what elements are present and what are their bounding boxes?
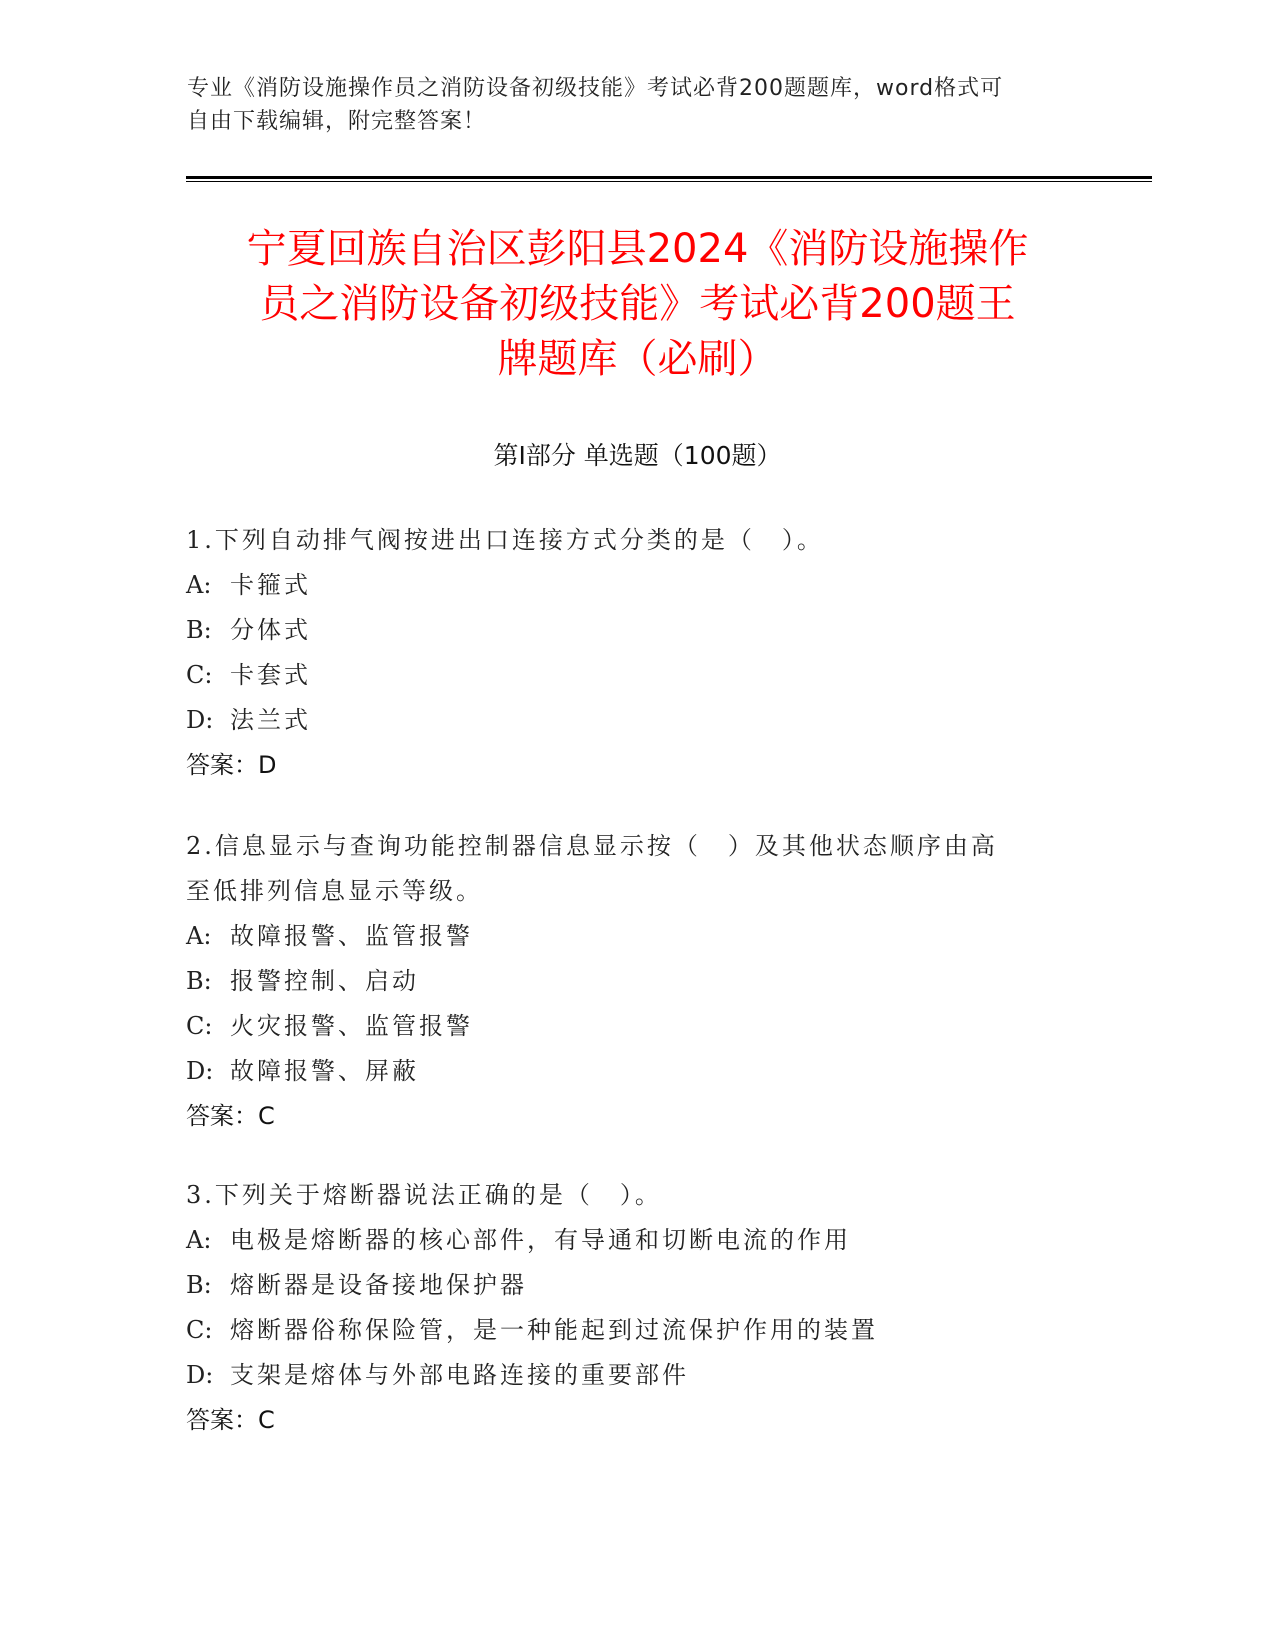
option-c — [186, 1004, 1066, 1049]
option-b — [186, 608, 1066, 653]
option-text: 卡套式 — [230, 661, 311, 689]
answer: 答案：C — [186, 1102, 275, 1130]
question-stem: 3.下列关于熔断器说法正确的是（ ）。 — [186, 1181, 662, 1209]
option-b — [186, 1263, 1066, 1308]
document-title — [190, 222, 1085, 387]
option-d — [186, 1353, 1066, 1398]
option-d — [186, 698, 1066, 743]
option-text: 报警控制、启动 — [230, 967, 419, 995]
option-c — [186, 653, 1066, 698]
option-text: 故障报警、屏蔽 — [230, 1057, 419, 1085]
option-a — [186, 914, 1066, 959]
option-b — [186, 959, 1066, 1004]
option-key: A: — [186, 571, 212, 599]
document-title-line3: 牌题库（必刷） — [497, 336, 778, 382]
option-c — [186, 1308, 1066, 1353]
header-note-line2: 自由下载编辑，附完整答案！ — [187, 109, 487, 134]
option-text: 卡箍式 — [230, 571, 311, 599]
option-key: A: — [186, 1226, 212, 1254]
option-key: D: — [186, 1057, 214, 1085]
header-note-line1: 专业《消防设施操作员之消防设备初级技能》考试必背200题题库，word格式可 — [187, 76, 1004, 101]
question-stem-continued: 至低排列信息显示等级。 — [186, 877, 483, 905]
option-text: 法兰式 — [230, 706, 311, 734]
option-key: B: — [186, 616, 212, 644]
option-text: 分体式 — [230, 616, 311, 644]
option-key: A: — [186, 922, 212, 950]
option-key: B: — [186, 1271, 212, 1299]
option-a — [186, 563, 1066, 608]
option-text: 熔断器俗称保险管，是一种能起到过流保护作用的装置 — [230, 1316, 878, 1344]
question-stem: 2.信息显示与查询功能控制器信息显示按（ ）及其他状态顺序由高 — [186, 832, 998, 860]
option-text: 电极是熔断器的核心部件，有导通和切断电流的作用 — [230, 1226, 851, 1254]
question-1 — [186, 518, 1066, 788]
option-key: B: — [186, 967, 212, 995]
header-note — [187, 72, 1087, 138]
question-3 — [186, 1173, 1066, 1443]
option-text: 故障报警、监管报警 — [230, 922, 473, 950]
option-a — [186, 1218, 1066, 1263]
option-key: D: — [186, 1361, 214, 1389]
answer: 答案：C — [186, 1406, 275, 1434]
question-stem: 1.下列自动排气阀按进出口连接方式分类的是（ ）。 — [186, 526, 824, 554]
section-title: 第Ⅰ部分 单选题（100题） — [493, 441, 782, 470]
option-d — [186, 1049, 1066, 1094]
question-2 — [186, 824, 1066, 1139]
header-rule-thick — [186, 176, 1152, 179]
option-text: 火灾报警、监管报警 — [230, 1012, 473, 1040]
document-title-line2: 员之消防设备初级技能》考试必背200题王 — [259, 281, 1016, 327]
answer: 答案：D — [186, 751, 277, 779]
option-key: C: — [186, 661, 213, 689]
option-key: D: — [186, 706, 214, 734]
document-title-line1: 宁夏回族自治区彭阳县2024《消防设施操作 — [246, 226, 1029, 272]
option-text: 熔断器是设备接地保护器 — [230, 1271, 527, 1299]
option-key: C: — [186, 1316, 213, 1344]
header-rule-thin — [186, 181, 1152, 182]
option-key: C: — [186, 1012, 213, 1040]
option-text: 支架是熔体与外部电路连接的重要部件 — [230, 1361, 689, 1389]
